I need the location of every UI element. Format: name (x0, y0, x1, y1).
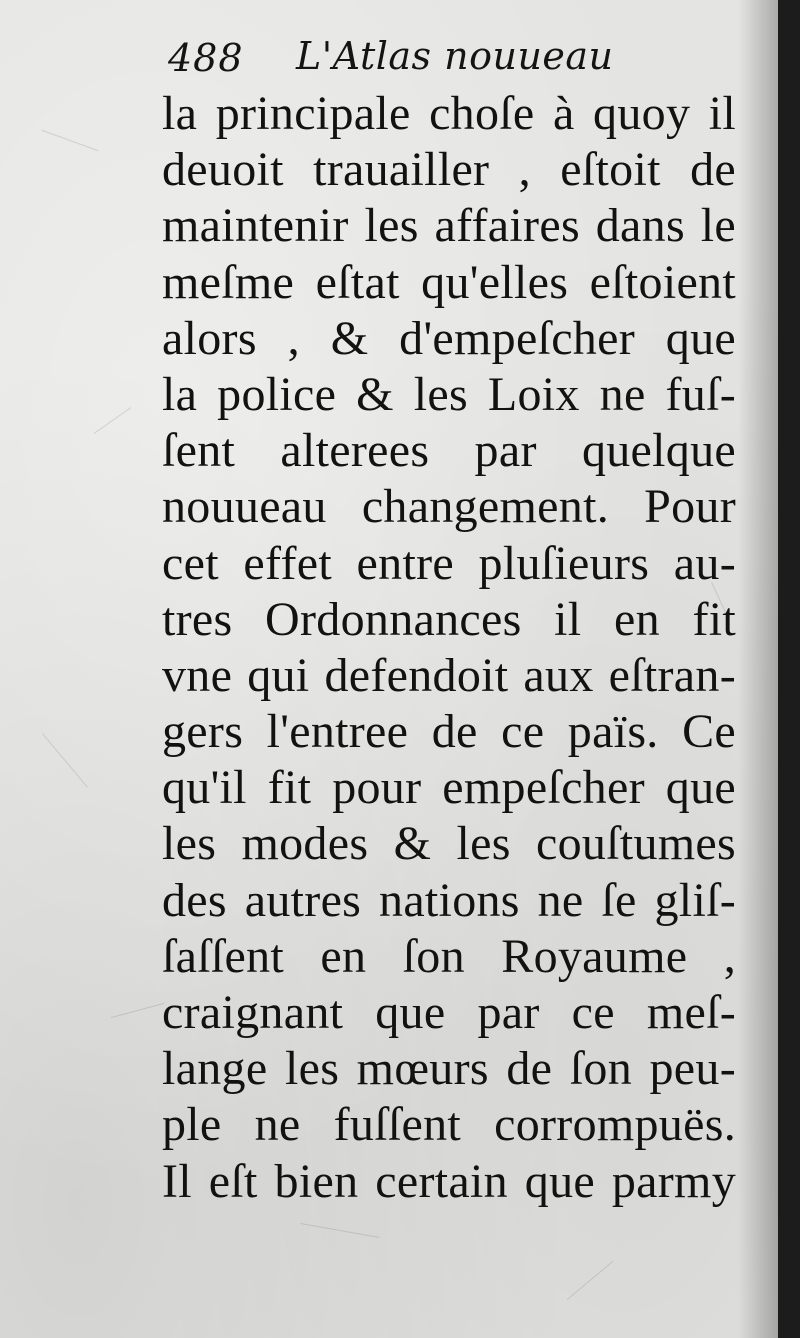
text-line: des autres nations ne ſe gliſ- (162, 873, 736, 927)
text-line: Il eſt bien certain que parmy (162, 1154, 736, 1208)
paper-fiber (42, 130, 99, 151)
text-line: craignant que par ce meſ- (162, 986, 736, 1039)
text-line: alors , & d'empeſcher que (162, 311, 736, 365)
text-line: ple ne fuſſent corrompuës. (162, 1098, 736, 1152)
text-line: nouueau changement. Pour (162, 480, 736, 534)
body-text (162, 86, 736, 1210)
text-line: la police & les Loix ne fuſ- (162, 367, 736, 421)
text-line: gers l'entree de ce païs. Ce (162, 705, 736, 759)
text-line: meſme eſtat qu'elles eſtoient (162, 255, 736, 309)
text-line: ſaſſent en ſon Royaume , (162, 929, 736, 983)
text-line: cet effet entre pluſieurs au- (162, 536, 736, 590)
paper-fiber (42, 733, 88, 787)
text-line: qu'il fit pour empeſcher que (162, 761, 736, 815)
paper-fiber (94, 407, 131, 434)
running-title: L'Atlas nouueau (296, 34, 614, 78)
text-line: la principale choſe à quoy il (162, 87, 736, 140)
page-number: 488 (168, 36, 244, 80)
text-line: lange les mœurs de ſon peu- (162, 1042, 736, 1096)
text-line: deuoit trauailler , eſtoit de (162, 143, 736, 197)
page-header (168, 30, 728, 90)
gutter-shadow (738, 0, 778, 1338)
paper-fiber (111, 1003, 164, 1018)
paper-fiber (301, 1223, 380, 1238)
text-line: maintenir les affaires dans le (162, 199, 736, 253)
text-line: vne qui defendoit aux eſtran- (162, 648, 736, 702)
text-line: les modes & les couſtumes (162, 817, 736, 871)
paper-fiber (567, 1261, 614, 1300)
text-line: tres Ordonnances il en fit (162, 592, 736, 646)
text-line: ſent alterees par quelque (162, 424, 736, 478)
